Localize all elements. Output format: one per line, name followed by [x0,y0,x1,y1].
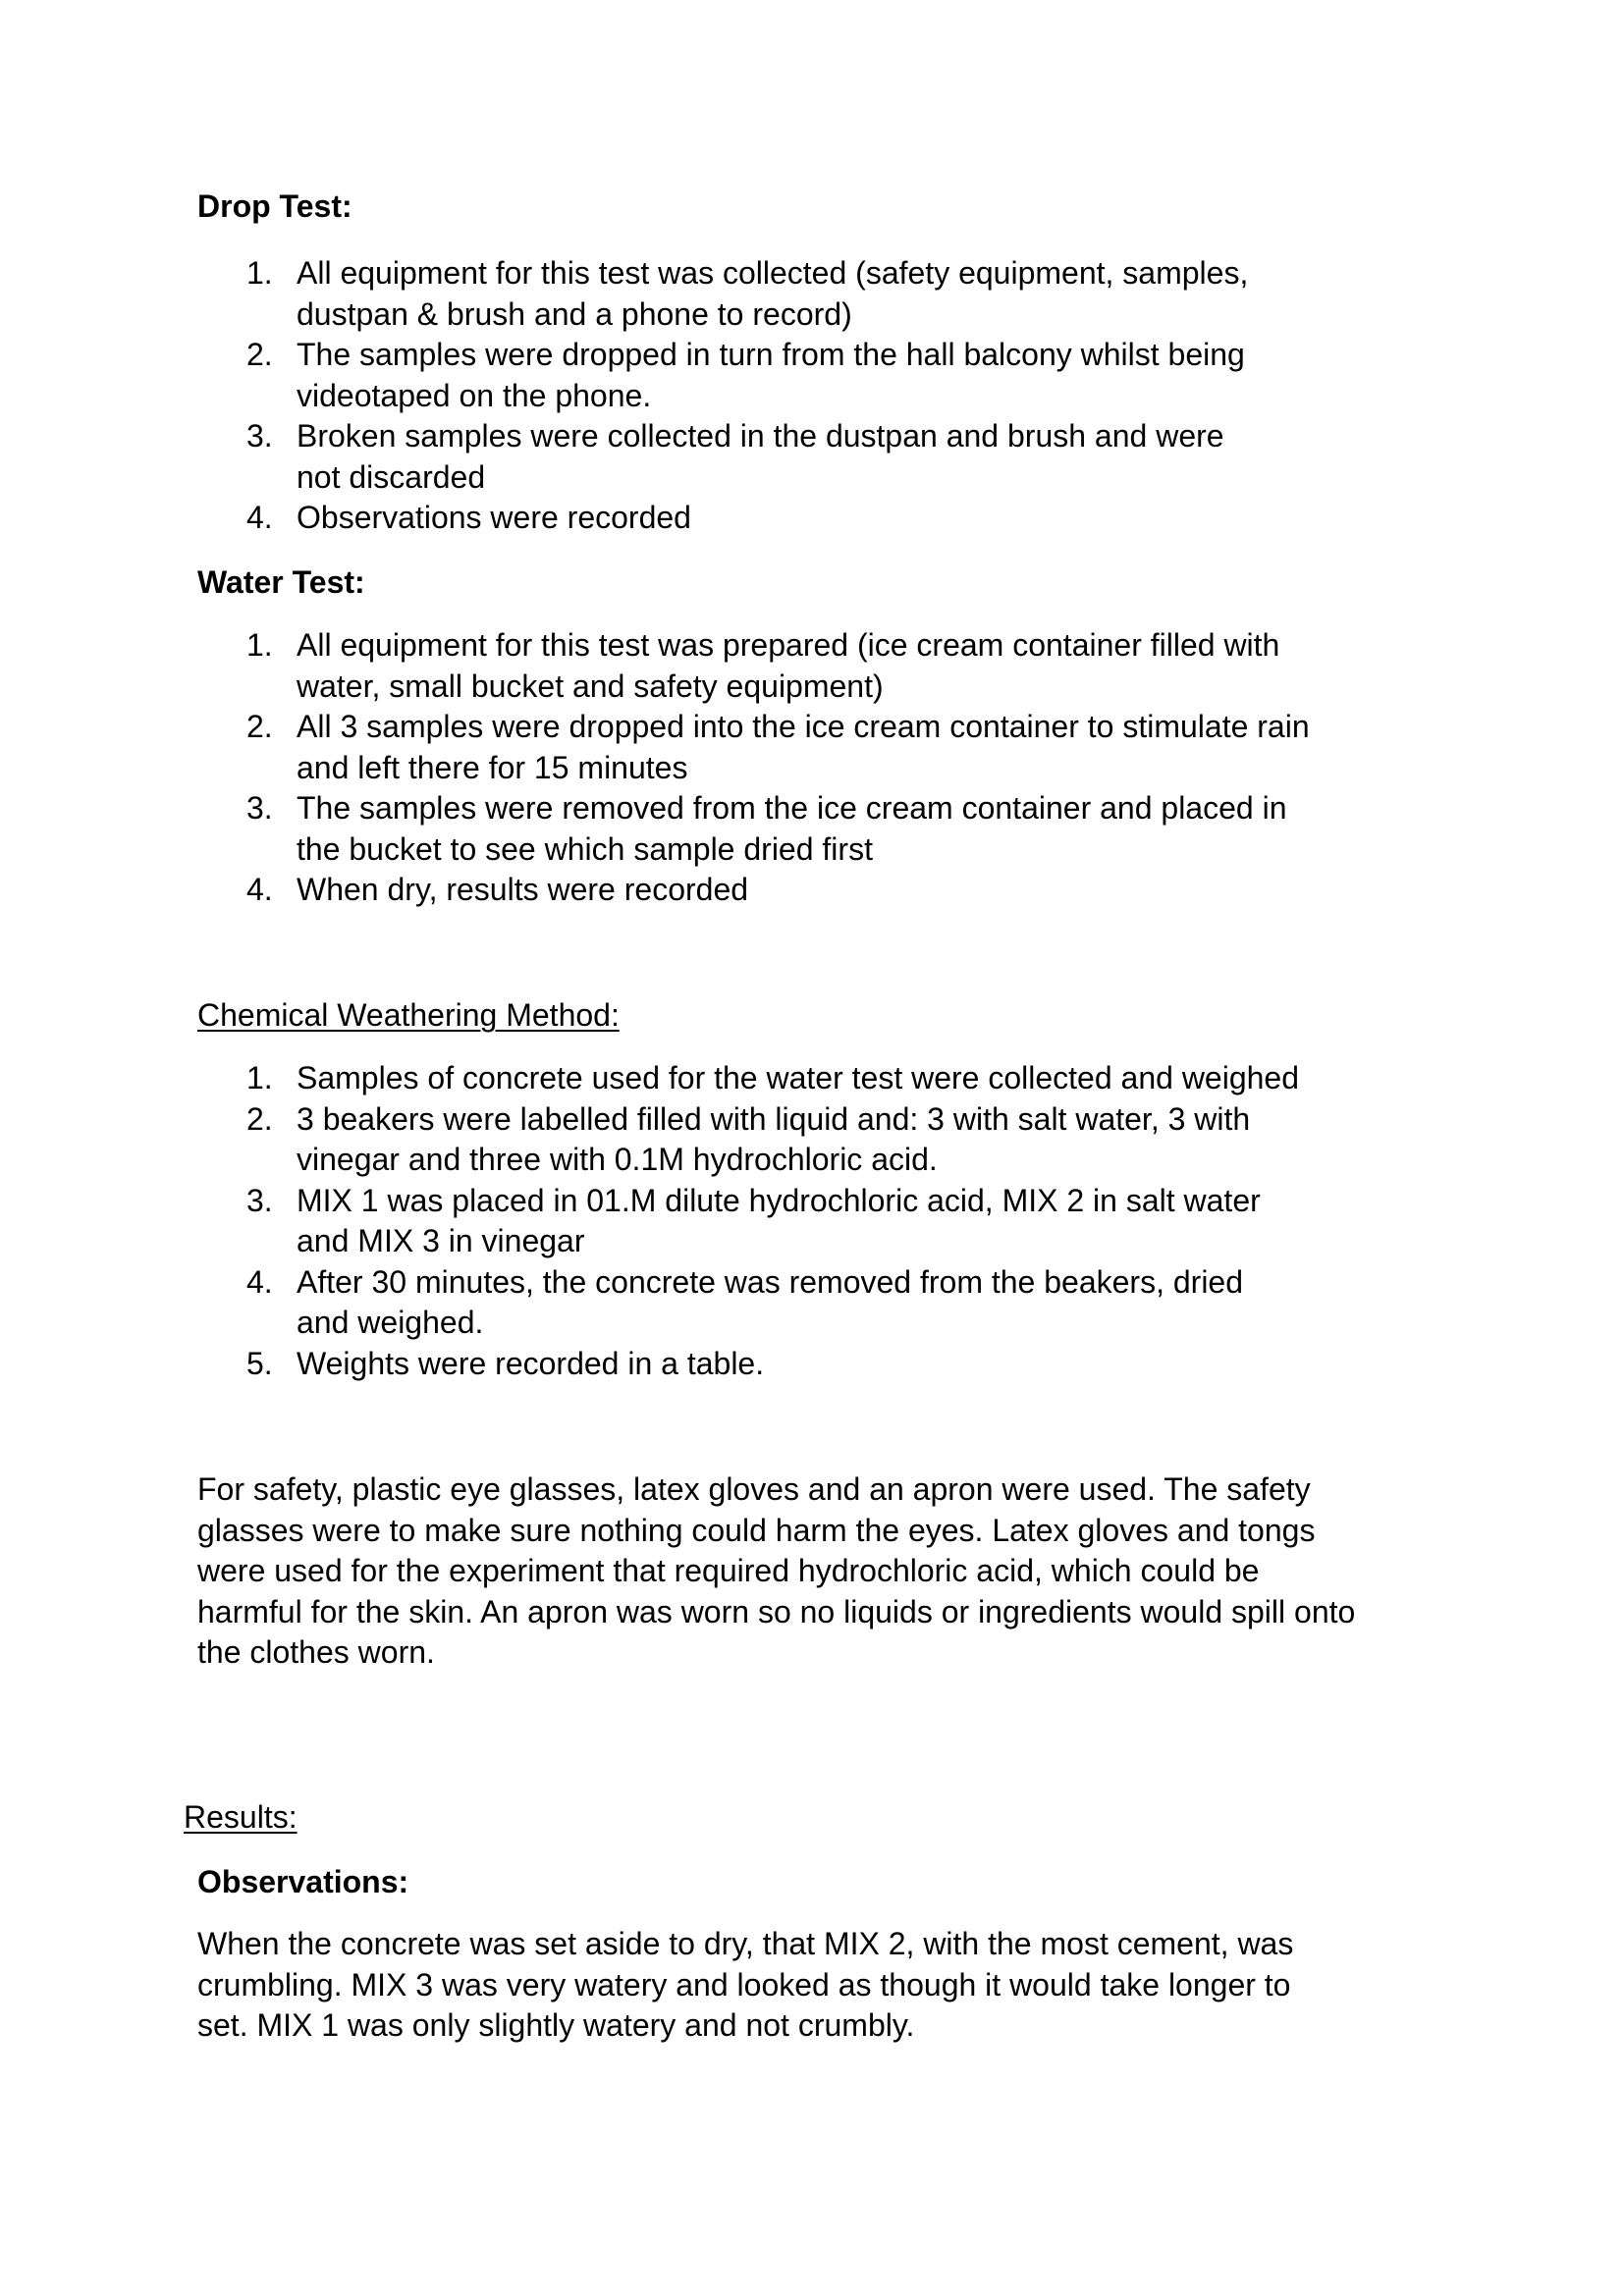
drop-test-heading: Drop Test: [197,188,352,224]
list-item [197,1181,1299,1262]
step-text: dustpan & brush and a phone to record) [297,295,852,332]
paragraph-line: When the concrete was set aside to dry, that MIX 2, with the most cement, was [197,1926,1294,1961]
step-text: and weighed. [297,1305,484,1340]
step-text: the bucket to see which sample dried first [297,830,873,867]
list-item [197,707,1310,788]
step-text: water, small bucket and safety equipment) [297,667,884,704]
step-text: Observations were recorded [297,500,691,535]
paragraph-line: crumbling. MIX 3 was very watery and looked as though it would take longer to [197,1966,1291,2002]
step-text: Broken samples were collected in the dustpan and brush and were [297,418,1224,454]
step-text: not discarded [297,458,486,495]
results-heading: Results: [184,1799,298,1835]
list-item [197,1099,1299,1181]
list-item [197,1058,1299,1099]
step-number: 2. [246,709,273,744]
paragraph-line: harmful for the skin. An apron was worn so no liquids or ingredients would spill onto [197,1593,1356,1629]
drop-test-steps [197,253,1248,539]
list-item [197,498,1248,539]
paragraph-line: glasses were to make sure nothing could harm the eyes. Latex gloves and tongs [197,1512,1316,1548]
list-item [197,1344,1299,1385]
step-text: Weights were recorded in a table. [297,1345,765,1381]
chemical-weathering-heading: Chemical Weathering Method: [197,997,620,1033]
step-number: 3. [246,1182,273,1218]
step-text: The samples were removed from the ice cream container and placed in [297,790,1287,826]
list-item [197,625,1310,707]
list-item [197,416,1248,498]
step-text: When dry, results were recorded [297,872,749,907]
paragraph-line: For safety, plastic eye glasses, latex gloves and an apron were used. The safety [197,1471,1311,1507]
water-test-steps [197,625,1310,911]
step-text: 3 beakers were labelled filled with liquid and: 3 with salt water, 3 with [297,1100,1251,1137]
step-text: videotaped on the phone. [297,377,652,413]
step-text: After 30 minutes, the concrete was removed from the beakers, dried [297,1263,1244,1300]
step-text: All equipment for this test was prepared (ice cream container filled with [297,627,1280,663]
step-number: 4. [246,1263,273,1300]
step-text: and MIX 3 in vinegar [297,1223,585,1258]
step-number: 5. [246,1345,273,1381]
step-text: All equipment for this test was collected (safety equipment, samples, [297,255,1249,291]
chemical-weathering-steps [197,1058,1299,1384]
observations-paragraph [197,1924,1293,2047]
step-text: Samples of concrete used for the water test were collected and weighed [297,1060,1300,1095]
list-item [197,253,1248,335]
step-number: 2. [246,337,273,372]
list-item [197,335,1248,416]
step-number: 3. [246,418,273,454]
list-item [197,1262,1299,1344]
step-text: The samples were dropped in turn from the hall balcony whilst being [297,337,1245,372]
step-number: 1. [246,255,273,291]
list-item [197,870,1310,911]
step-text: and left there for 15 minutes [297,749,688,785]
step-text: All 3 samples were dropped into the ice cream container to stimulate rain [297,709,1310,744]
step-number: 1. [246,627,273,663]
step-number: 4. [246,500,273,535]
paragraph-line: were used for the experiment that required hydrochloric acid, which could be [197,1553,1260,1588]
step-number: 4. [246,872,273,907]
step-text: vinegar and three with 0.1M hydrochloric acid. [297,1142,938,1177]
paragraph-line: the clothes worn. [197,1634,435,1670]
list-item [197,788,1310,870]
step-text: MIX 1 was placed in 01.M dilute hydrochloric acid, MIX 2 in salt water [297,1182,1261,1218]
water-test-heading: Water Test: [197,564,365,600]
step-number: 3. [246,790,273,826]
observations-heading: Observations: [197,1864,409,1899]
safety-paragraph [197,1469,1355,1674]
step-number: 1. [246,1060,273,1095]
step-number: 2. [246,1100,273,1137]
paragraph-line: set. MIX 1 was only slightly watery and not crumbly. [197,2007,915,2043]
